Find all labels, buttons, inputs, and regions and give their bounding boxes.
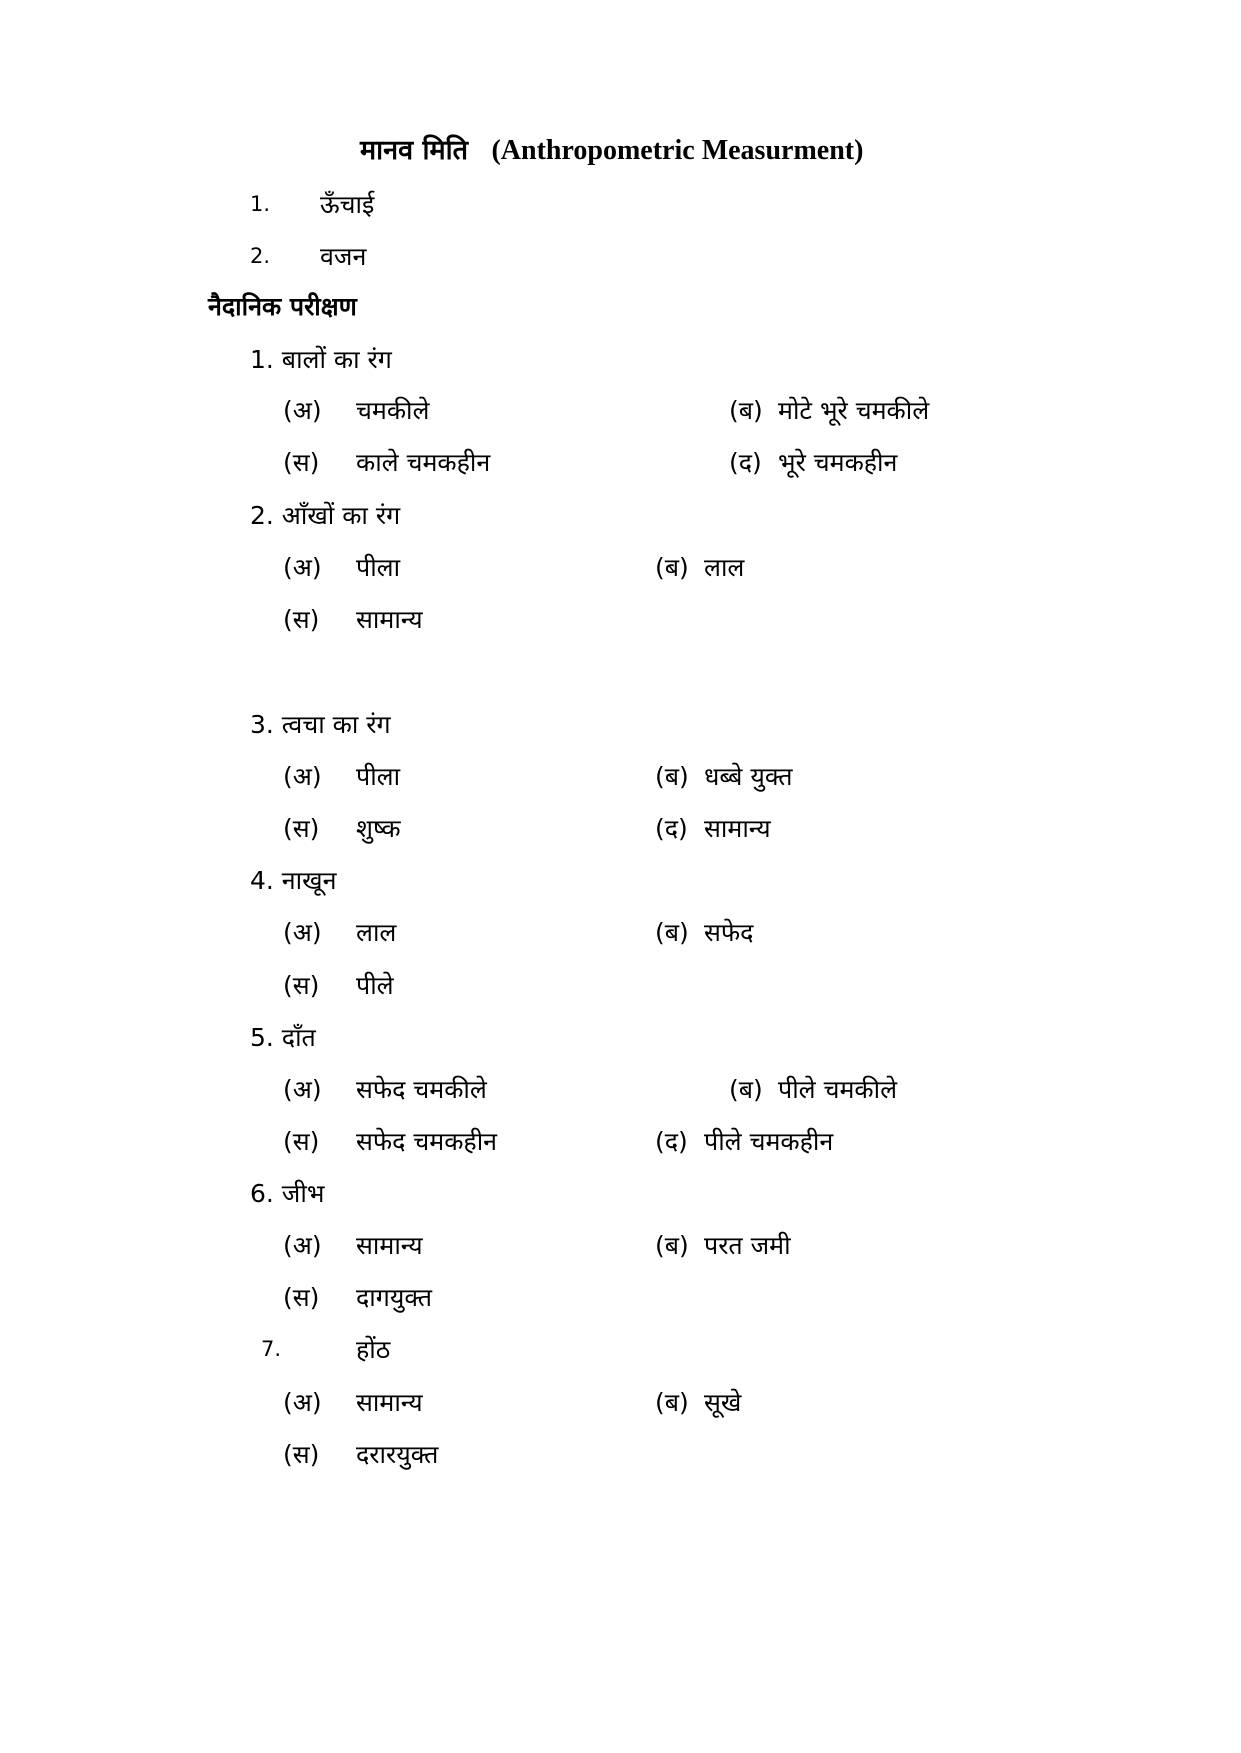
section-2-option-c-marker: (स) bbox=[283, 605, 320, 634]
measurement-1-number: 1. bbox=[250, 192, 271, 216]
measurement-1-label: ऊँचाई bbox=[320, 190, 375, 219]
section-4-option-b-marker: (ब) bbox=[655, 918, 689, 947]
section-3-title: 3. त्वचा का रंग bbox=[250, 710, 391, 739]
section-7-option-a-text: सामान्य bbox=[356, 1388, 423, 1417]
section-5-option-b-text: पीले चमकीले bbox=[778, 1075, 898, 1104]
section-7-option-a-marker: (अ) bbox=[283, 1388, 322, 1417]
page-title-english: (Anthropometric Measurment) bbox=[491, 135, 864, 166]
section-4-option-c-text: पीले bbox=[356, 971, 394, 1000]
section-5-option-c-text: सफेद चमकहीन bbox=[356, 1127, 498, 1156]
section-5-title: 5. दाँत bbox=[250, 1023, 316, 1052]
measurement-2-label: वजन bbox=[320, 242, 367, 271]
section-7-option-b-text: सूखे bbox=[704, 1388, 742, 1417]
section-4-option-b-text: सफेद bbox=[704, 918, 754, 947]
clinical-heading: नैदानिक परीक्षण bbox=[208, 292, 357, 321]
section-5-option-a-text: सफेद चमकीले bbox=[356, 1075, 487, 1104]
section-6-option-c-text: दागयुक्त bbox=[356, 1283, 432, 1312]
section-1-option-a-text: चमकीले bbox=[356, 396, 430, 425]
section-1-option-c-marker: (स) bbox=[283, 448, 320, 477]
section-3-option-c-marker: (स) bbox=[283, 814, 320, 843]
section-2-option-b-marker: (ब) bbox=[655, 553, 689, 582]
section-1-option-c-text: काले चमकहीन bbox=[356, 448, 491, 477]
section-3-option-b-marker: (ब) bbox=[655, 762, 689, 791]
section-2-option-a-text: पीला bbox=[356, 553, 401, 582]
section-4-option-c-marker: (स) bbox=[283, 971, 320, 1000]
measurement-2-number: 2. bbox=[250, 244, 271, 268]
section-4-title: 4. नाखून bbox=[250, 866, 337, 895]
section-3-option-c-text: शुष्क bbox=[356, 814, 401, 843]
section-3-option-d-marker: (द) bbox=[655, 814, 688, 843]
section-4-option-a-text: लाल bbox=[356, 918, 397, 947]
page-title-hindi: मानव मिति bbox=[360, 135, 469, 166]
section-1-option-b-text: मोटे भूरे चमकीले bbox=[778, 396, 930, 425]
section-1-option-a-marker: (अ) bbox=[283, 396, 322, 425]
page-title bbox=[360, 130, 863, 167]
section-1-option-d-marker: (द) bbox=[729, 448, 762, 477]
section-6-option-b-marker: (ब) bbox=[655, 1231, 689, 1260]
section-1-option-d-text: भूरे चमकहीन bbox=[778, 448, 898, 477]
section-6-option-c-marker: (स) bbox=[283, 1283, 320, 1312]
section-2-option-c-text: सामान्य bbox=[356, 605, 423, 634]
section-3-option-a-marker: (अ) bbox=[283, 762, 322, 791]
section-7-number: 7. bbox=[261, 1337, 282, 1361]
section-1-title: 1. बालों का रंग bbox=[250, 345, 392, 374]
section-3-option-a-text: पीला bbox=[356, 762, 401, 791]
section-5-option-c-marker: (स) bbox=[283, 1127, 320, 1156]
section-3-option-d-text: सामान्य bbox=[704, 814, 771, 843]
section-3-option-b-text: धब्बे युक्त bbox=[704, 762, 793, 791]
section-6-option-b-text: परत जमी bbox=[704, 1231, 791, 1260]
section-2-option-b-text: लाल bbox=[704, 553, 745, 582]
section-5-option-a-marker: (अ) bbox=[283, 1075, 322, 1104]
section-6-option-a-marker: (अ) bbox=[283, 1231, 322, 1260]
section-6-option-a-text: सामान्य bbox=[356, 1231, 423, 1260]
section-2-option-a-marker: (अ) bbox=[283, 553, 322, 582]
section-5-option-b-marker: (ब) bbox=[729, 1075, 763, 1104]
section-7-option-b-marker: (ब) bbox=[655, 1388, 689, 1417]
section-6-title: 6. जीभ bbox=[250, 1179, 325, 1208]
section-7-option-c-text: दरारयुक्त bbox=[356, 1440, 439, 1469]
section-5-option-d-text: पीले चमकहीन bbox=[704, 1127, 834, 1156]
section-4-option-a-marker: (अ) bbox=[283, 918, 322, 947]
section-1-option-b-marker: (ब) bbox=[729, 396, 763, 425]
section-2-title: 2. आँखों का रंग bbox=[250, 501, 401, 530]
section-7-title: होंठ bbox=[356, 1335, 391, 1364]
section-7-option-c-marker: (स) bbox=[283, 1440, 320, 1469]
section-5-option-d-marker: (द) bbox=[655, 1127, 688, 1156]
